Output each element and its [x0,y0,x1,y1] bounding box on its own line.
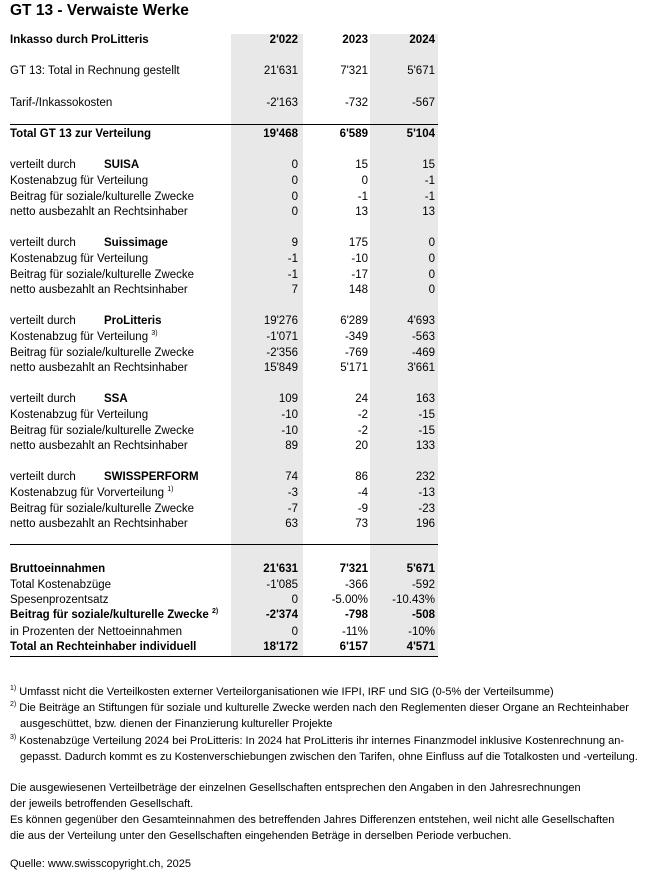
value-2022: 19'468 [263,128,298,140]
value-2022: 2'022 [269,34,298,46]
value-2022: 0 [291,206,298,218]
note-paragraph-line: der jeweils betroffenden Gesellschaft. [10,798,194,810]
footnote-line: $^{3)}$ Kostenabzüge Verteilung 2024 bei ProLitteris: In 2024 hat ProLitteris ihr internes Finanzmodel inklusive Kostenrechnung an- [10,734,625,747]
footnote-mark: 3) [10,734,17,741]
value-2024: 4'693 [407,315,435,327]
value-2023: 7'321 [339,563,368,575]
row-label: Beitrag für soziale/kulturelle Zwecke [10,502,195,515]
value-2022: -2'374 [265,609,298,621]
value-2024: 3'661 [407,362,435,374]
group-header-row [10,393,438,409]
table-row [10,97,438,113]
value-2023: 20 [355,440,368,452]
value-2023: -366 [344,579,368,591]
row-label: Kostenabzug für Verteilung [10,175,149,187]
table-row [10,284,438,300]
value-2022: -2'163 [266,97,298,109]
row-label: netto ausbezahlt an Rechtsinhaber [10,362,188,374]
rekap-row [10,579,438,595]
organisation-name: SUISA [104,159,140,171]
value-2024: -592 [411,579,435,591]
value-2022: 63 [285,518,298,530]
group-header-row [10,315,438,331]
table-row [10,362,438,378]
row-label: verteilt durch [10,237,76,249]
value-2023: 6'589 [339,128,368,140]
table-row [10,253,438,269]
value-2022: -1 [287,253,298,265]
value-2023: 5'171 [340,362,368,374]
value-2022: -1'071 [266,331,298,343]
row-label: Beitrag für soziale/kulturelle Zwecke [10,268,195,281]
value-2023: 7'321 [340,65,368,77]
row-label: netto ausbezahlt an Rechtsinhaber [10,518,188,530]
value-2022: 0 [291,159,298,171]
value-2023: 73 [355,518,368,530]
value-2022: 0 [291,190,298,203]
value-2023: 24 [355,393,368,405]
group-header-row [10,471,438,487]
page-title: GT 13 - Verwaiste Werke [10,2,189,19]
value-2023: 175 [348,237,368,249]
value-2024: 163 [415,393,435,405]
row-label: netto ausbezahlt an Rechtsinhaber [10,206,188,218]
value-2024: -508 [411,609,435,621]
value-2024: -563 [411,331,435,343]
value-2023: -9 [357,502,368,515]
value-2022: 74 [285,471,298,483]
value-2023: 148 [348,284,368,296]
value-2024: 2024 [409,34,435,46]
row-label: verteilt durch [10,471,76,483]
value-2022: 0 [291,175,298,187]
table-row [10,175,438,191]
value-2024: 5'671 [406,563,435,575]
rekap-row [10,626,438,642]
value-2023: -769 [344,346,368,359]
value-2024: 13 [422,206,435,218]
value-2024: 232 [415,471,435,483]
footnote-line: ausgeschüttet, bzw. dienen der Finanzierung kultureller Projekte [20,718,333,730]
value-2022: 89 [285,440,298,452]
value-2023: -732 [344,97,368,109]
group-header-row [10,159,438,175]
value-2024: -10% [408,626,435,638]
value-2024: 5'104 [406,128,435,140]
value-2023: -2 [357,409,368,421]
value-2022: 21'631 [263,563,298,575]
footnote-line: $^{1)}$ Umfasst nicht die Verteilkosten externer Verteilorganisationen wie IFPI, IRF und SIG (0-5% der Verteilsumme) [10,685,554,698]
footnote-line: $^{2)}$ Die Beiträge an Stiftungen für soziale und kulturelle Zwecke werden nach den Reglementen dieser Organe an Rechteinhaber [10,701,629,714]
table-row [10,440,438,456]
organisation-name: SWISSPERFORM [104,471,199,483]
value-2023: -349 [344,331,368,343]
value-2022: -3 [287,487,298,499]
table-row [10,65,438,81]
rekap-label [10,547,438,563]
row-label: Kostenabzug für Verteilung [10,409,149,421]
table-row [10,191,438,207]
value-2023: 0 [361,175,368,187]
value-2024: -15 [418,424,435,437]
value-2024: -23 [418,502,435,515]
row-label: in Prozenten der Nettoeinnahmen [10,626,182,638]
row-label: netto ausbezahlt an Rechtsinhaber [10,440,188,452]
footnote-ref: 2) [211,608,219,615]
value-2024: -1 [424,190,435,203]
value-2022: 109 [278,393,298,405]
value-2022: 0 [291,626,298,638]
row-label: Spesenprozentsatz [10,594,109,606]
row-label: verteilt durch [10,315,76,327]
value-2022: -1 [287,268,298,281]
row-label: GT 13: Total in Rechnung gestellt [10,65,180,77]
row-label: verteilt durch [10,393,76,405]
table-row [10,331,438,347]
divider [10,544,438,545]
organisation-name: Suissimage [104,237,168,249]
table-row [10,425,438,441]
value-2023: 13 [355,206,368,218]
value-2023: -11% [342,626,368,638]
value-2023: 86 [355,471,368,483]
value-2023: -5.00% [331,594,368,606]
footnote-ref: 3) [151,330,158,337]
row-label: Beitrag für soziale/kulturelle Zwecke [10,190,195,203]
value-2023: 15 [355,159,368,171]
row-label: Kostenabzug für Verteilung [10,253,149,265]
rekap-row [10,594,438,610]
organisation-name: ProLitteris [104,315,162,327]
value-2024: 133 [415,440,435,452]
value-2024: 0 [428,237,435,249]
table-row [10,269,438,285]
value-2023: 6'289 [340,315,368,327]
divider [10,656,438,657]
value-2023: -10 [351,253,368,265]
row-label: Tarif-/Inkassokosten [10,97,113,109]
value-2022: -2'356 [266,346,298,359]
footnote-line: gepasst. Dadurch kommt es zu Kostenverschiebungen zwischen den Tarifen, ohne Einfluss auf die Totalkosten und -verteilung. [20,751,638,763]
group-header-row [10,237,438,253]
value-2022: 0 [291,594,298,606]
value-2022: 21'631 [263,65,298,77]
table-row [10,347,438,363]
value-2022: 18'172 [263,641,298,653]
rekap-row-bold [10,563,438,579]
value-2023: 2023 [342,34,368,46]
row-label: Bruttoeinnahmen [10,563,106,575]
value-2023: -17 [351,268,368,281]
table-row [10,409,438,425]
organisation-name: SSA [104,393,128,405]
table-row [10,206,438,222]
value-2024: -15 [418,409,435,421]
note-paragraph-line: Es können gegenüber den Gesamteinnahmen des betreffenden Jahres Differenzen entstehen, weil nicht alle Gesellschaften [10,814,615,826]
row-label: Kostenabzug für Verteilung $^{3)}$ [10,330,158,343]
source-line: Quelle: www.swisscopyright.ch, 2025 [10,858,191,870]
value-2024: -1 [424,175,435,187]
value-2022: 7 [291,284,298,296]
row-label: netto ausbezahlt an Rechtsinhaber [10,284,188,296]
rekap-row-bold [10,609,438,625]
value-2022: -10 [281,424,298,437]
value-2023: -1 [357,190,368,203]
row-label: Beitrag für soziale/kulturelle Zwecke [10,424,195,437]
value-2022: -10 [281,409,298,421]
value-2023: -798 [344,609,368,621]
value-2024: -567 [411,97,435,109]
value-2024: -13 [418,487,435,499]
note-paragraph-line: die aus der Verteilung unter den Gesellschaften eingehenden Beträge in derselben Periode verbuchen. [10,830,512,842]
row-label: Total GT 13 zur Verteilung [10,128,152,140]
rekap-row-bold [10,641,438,657]
value-2023: -2 [357,424,368,437]
value-2024: 0 [428,284,435,296]
value-2024: 15 [422,159,435,171]
value-2024: 5'671 [407,65,435,77]
value-2024: 0 [428,253,435,265]
note-paragraph-line: Die ausgewiesenen Verteilbeträge der einzelnen Gesellschaften entsprechen den Angaben in den Jahresrechnungen [10,782,581,794]
row-label: Beitrag für soziale/kulturelle Zwecke $^{2)}$ [10,608,219,621]
value-2022: -1'085 [266,579,298,591]
value-2024: -10.43% [392,594,435,606]
footnote-mark: 1) [10,685,17,692]
row-label: Total an Rechteinhaber individuell [10,641,197,653]
value-2022: 15'849 [263,362,298,374]
value-2024: -469 [411,346,435,359]
footnote-ref: 1) [167,486,174,493]
footnote-mark: 2) [10,701,17,708]
table-row [10,503,438,519]
total-row [10,128,438,144]
row-label: verteilt durch [10,159,76,171]
divider [10,124,438,125]
davon-label [10,143,438,159]
value-2023: -4 [357,487,368,499]
row-label: Kostenabzug für Vorverteilung $^{1)}$ [10,486,174,499]
table-row [10,487,438,503]
header-row [10,34,438,50]
value-2022: 9 [291,237,298,249]
value-2024: 0 [428,268,435,281]
value-2023: 6'157 [339,641,368,653]
table-row [10,518,438,534]
value-2022: -7 [287,502,298,515]
row-label: Beitrag für soziale/kulturelle Zwecke [10,346,195,359]
row-label: Inkasso durch ProLitteris [10,34,149,46]
row-label: Total Kostenabzüge [10,579,112,591]
value-2022: 19'276 [263,315,298,327]
value-2024: 196 [415,518,435,530]
value-2024: 4'571 [406,641,435,653]
